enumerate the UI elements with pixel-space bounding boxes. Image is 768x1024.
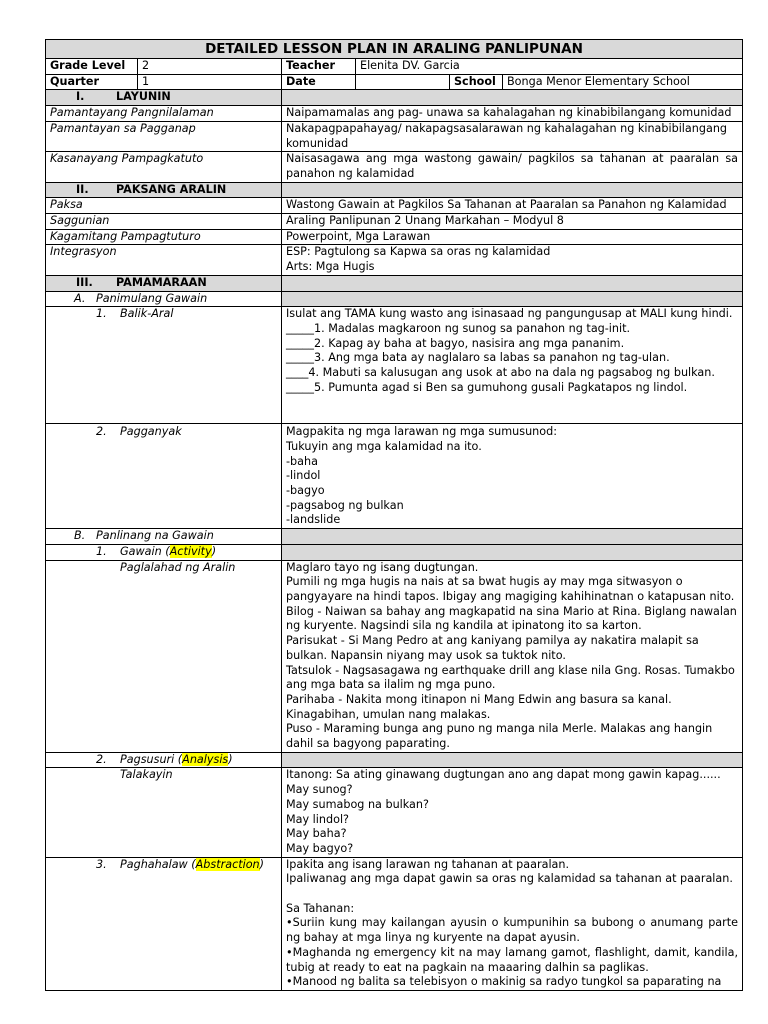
integrasyon-line: ESP: Pagtulong sa Kapwa sa oras ng kalamidad <box>286 245 551 259</box>
paghahalaw-row <box>46 857 743 990</box>
content-line: Ipakita ang isang larawan ng tahanan at paaralan. <box>286 857 570 871</box>
quarter-label: Quarter <box>46 74 138 90</box>
section-layunin-header <box>46 90 743 106</box>
paglalahad-row <box>46 560 743 752</box>
talakayin-content <box>282 768 743 857</box>
grade-level-value: 2 <box>138 59 282 75</box>
item-label: Paghahalaw ( <box>120 857 196 871</box>
pagsusuri-row <box>46 752 743 768</box>
teacher-value: Elenita DV. Garcia <box>356 59 743 75</box>
talakayin-label: Talakayin <box>46 768 282 857</box>
content-line: May baha? <box>286 827 347 841</box>
header-blank <box>282 182 743 198</box>
paghahalaw-content <box>282 857 743 990</box>
row-value: Araling Panlipunan 2 Unang Markahan – Modyul 8 <box>282 214 743 230</box>
row-label: Pamantayan sa Pagganap <box>46 121 282 151</box>
content-line: Parisukat - Si Mang Pedro at ang kaniyang pamilya ay nakatira malapit sa bulkan. Napansin niyang may usok sa tuktok nito. <box>286 634 699 662</box>
content-line: Pumili ng mga hugis na nais at sa bwat hugis ay may mga sitwasyon o pangyayare na hindi tapos. Ibigay ang magiging kahihinatnan o katapusan nito. <box>286 575 735 603</box>
row-value: Powerpoint, Mga Larawan <box>282 229 743 245</box>
highlighted-term: Activity <box>169 544 212 558</box>
section-layunin-title <box>46 90 282 106</box>
item-number: 2. <box>96 425 107 439</box>
section-label: PAKSANG ARALIN <box>116 182 227 196</box>
subsection-letter: B. <box>74 529 86 543</box>
content-line: _____5. Pumunta agad si Ben sa gumuhong gusali Pagkatapos ng lindol. <box>286 380 688 394</box>
balik-aral-content <box>282 307 743 424</box>
quarter-value: 1 <box>138 74 282 90</box>
section-label: PAMAMARAAN <box>116 275 207 289</box>
item-label: Balik-Aral <box>120 307 174 321</box>
content-line: Itanong: Sa ating ginawang dugtungan ano ang dapat mong gawin kapag...... <box>286 768 721 782</box>
integrasyon-line: Arts: Mga Hugis <box>286 260 375 274</box>
integrasyon-row <box>46 245 743 275</box>
layunin-row <box>46 152 743 182</box>
item-number: 2. <box>96 752 107 766</box>
section-pamamaraan-title <box>46 275 282 291</box>
item-label-close: ) <box>211 544 217 558</box>
shaded-blank <box>282 291 743 307</box>
content-line: Ipaliwanag ang mga dapat gawin sa oras ng kalamidad sa tahanan at paaralan. <box>286 872 733 886</box>
item-label: Pagganyak <box>120 425 182 439</box>
content-line: Bilog - Naiwan sa bahay ang magkapatid na sina Mario at Rina. Biglang nawalan ng kuryente. Nagsindi sila ng kandila at ipinatong ito sa karton. <box>286 604 737 633</box>
row-label: Saggunian <box>46 214 282 230</box>
header-blank <box>282 275 743 291</box>
paksa-row <box>46 198 743 214</box>
highlighted-term: Abstraction <box>195 857 260 871</box>
gawain-row <box>46 544 743 560</box>
row-label: Kasanayang Pampagkatuto <box>46 152 282 182</box>
subsection-a-title <box>46 291 282 307</box>
shaded-blank <box>282 529 743 545</box>
content-line: Isulat ang TAMA kung wasto ang isinasaad ng pangungusap at MALI kung hindi. <box>286 307 733 321</box>
content-line: -lindol <box>286 469 321 483</box>
subsection-label: Panlinang na Gawain <box>96 529 214 543</box>
content-line: May bagyo? <box>286 841 354 855</box>
pagsusuri-label <box>46 752 282 768</box>
content-line: Parihaba - Nakita mong itinapon ni Mang Edwin ang basura sa kanal. Kinagabihan, umulan nang malakas. <box>286 692 672 721</box>
item-label-close: ) <box>259 857 265 871</box>
bullet-item: • Maghanda ng emergency kit na may lamang gamot, flashlight, damit, kandila, tubig at ready to eat na pagkain na maaaring dalhin sa paglikas. <box>286 946 738 975</box>
date-value <box>356 74 450 90</box>
content-line: _____2. Kapag ay baha at bagyo, nasisira ang mga pananim. <box>286 336 625 350</box>
row-label: Paksa <box>46 198 282 214</box>
section-label: LAYUNIN <box>116 90 171 104</box>
row-label: Integrasyon <box>46 245 282 275</box>
item-label: Gawain ( <box>120 544 170 558</box>
row-value <box>282 245 743 275</box>
section-paksa-title <box>46 182 282 198</box>
subsection-b-row <box>46 529 743 545</box>
pagganyak-content <box>282 424 743 529</box>
lesson-plan-table <box>45 39 743 991</box>
content-line: -pagsabog ng bulkan <box>286 498 404 512</box>
paglalahad-label: Paglalahad ng Aralin <box>46 560 282 752</box>
balik-aral-row <box>46 307 743 424</box>
item-number: 3. <box>96 857 107 871</box>
section-number: III. <box>76 275 93 289</box>
date-label: Date <box>282 74 356 90</box>
talakayin-row <box>46 768 743 857</box>
layunin-row <box>46 106 743 122</box>
content-line: Puso - Maraming bunga ang puno ng manga nila Merle. Malakas ang hangin dahil sa bagyong paparating. <box>286 722 713 751</box>
row-value: Naipamamalas ang pag- unawa sa kahalagahan ng kinabibilangang komunidad <box>282 106 743 122</box>
paglalahad-content <box>282 560 743 752</box>
item-label: Pagsusuri ( <box>120 752 183 766</box>
content-line: _____1. Madalas magkaroon ng sunog sa panahon ng tag-init. <box>286 321 631 335</box>
row-value: Naisasagawa ang mga wastong gawain/ pagkilos sa tahanan at paaralan sa panahon ng kalamidad <box>282 152 743 182</box>
content-line: Magpakita ng mga larawan ng mga sumusunod: <box>286 425 557 439</box>
section-paksa-header <box>46 182 743 198</box>
paksa-row <box>46 229 743 245</box>
subsection-a-row <box>46 291 743 307</box>
section-number: I. <box>76 90 85 104</box>
content-line: Tatsulok - Nagsasagawa ng earthquake drill ang klase nila Gng. Rosas. Tumakbo ang mga bata sa ilalim ng mga puno. <box>286 663 735 692</box>
document-title: DETAILED LESSON PLAN IN ARALING PANLIPUNAN <box>46 40 743 59</box>
shaded-blank <box>282 544 743 560</box>
paksa-row <box>46 214 743 230</box>
content-blank-line <box>286 887 738 902</box>
header-blank <box>282 90 743 106</box>
content-line: May sunog? <box>286 783 353 797</box>
gawain-label <box>46 544 282 560</box>
item-number: 1. <box>96 307 107 321</box>
content-line: ____4. Mabuti sa kalusugan ang usok at abo na dala ng pagsabog ng bulkan. <box>286 366 715 380</box>
subsection-letter: A. <box>74 291 86 305</box>
content-line: -bagyo <box>286 484 325 498</box>
pagganyak-row <box>46 424 743 529</box>
content-line: May sumabog na bulkan? <box>286 797 429 811</box>
balik-aral-label <box>46 307 282 424</box>
info-row-1 <box>46 59 743 75</box>
highlighted-term: Analysis <box>182 752 229 766</box>
paghahalaw-label <box>46 857 282 990</box>
item-number: 1. <box>96 544 107 558</box>
bullet-item: • Manood ng balita sa telebisyon o makinig sa radyo tungkol sa paparating na <box>286 975 738 990</box>
title-row <box>46 40 743 59</box>
info-row-2 <box>46 74 743 90</box>
row-value: Nakapagpapahayag/ nakapagsasalarawan ng kahalagahan ng kinabibilangang komunidad <box>282 121 743 151</box>
teacher-label: Teacher <box>282 59 356 75</box>
shaded-blank <box>282 752 743 768</box>
content-line: May lindol? <box>286 812 349 826</box>
content-line: Maglaro tayo ng isang dugtungan. <box>286 560 479 574</box>
layunin-row <box>46 121 743 151</box>
sa-tahanan-heading: Sa Tahanan: <box>286 901 355 915</box>
pagganyak-label <box>46 424 282 529</box>
row-label: Pamantayang Pangnilalaman <box>46 106 282 122</box>
grade-level-label: Grade Level <box>46 59 138 75</box>
row-label: Kagamitang Pampagtuturo <box>46 229 282 245</box>
bullet-item: • Suriin kung may kailangan ayusin o kumpunihin sa bubong o anumang parte ng bahay at mga linya ng kuryente na dapat ayusin. <box>286 916 738 945</box>
item-label-close: ) <box>228 752 233 766</box>
content-line: _____3. Ang mga bata ay naglalaro sa labas sa panahon ng tag-ulan. <box>286 351 670 365</box>
subsection-b-title <box>46 529 282 545</box>
section-pamamaraan-header <box>46 275 743 291</box>
content-line: -baha <box>286 454 318 468</box>
school-label: School <box>450 74 503 90</box>
content-line: -landslide <box>286 513 341 527</box>
school-value: Bonga Menor Elementary School <box>503 74 743 90</box>
section-number: II. <box>76 182 89 196</box>
content-line: Tukuyin ang mga kalamidad na ito. <box>286 439 482 453</box>
subsection-label: Panimulang Gawain <box>96 291 208 305</box>
row-value: Wastong Gawain at Pagkilos Sa Tahanan at Paaralan sa Panahon ng Kalamidad <box>282 198 743 214</box>
